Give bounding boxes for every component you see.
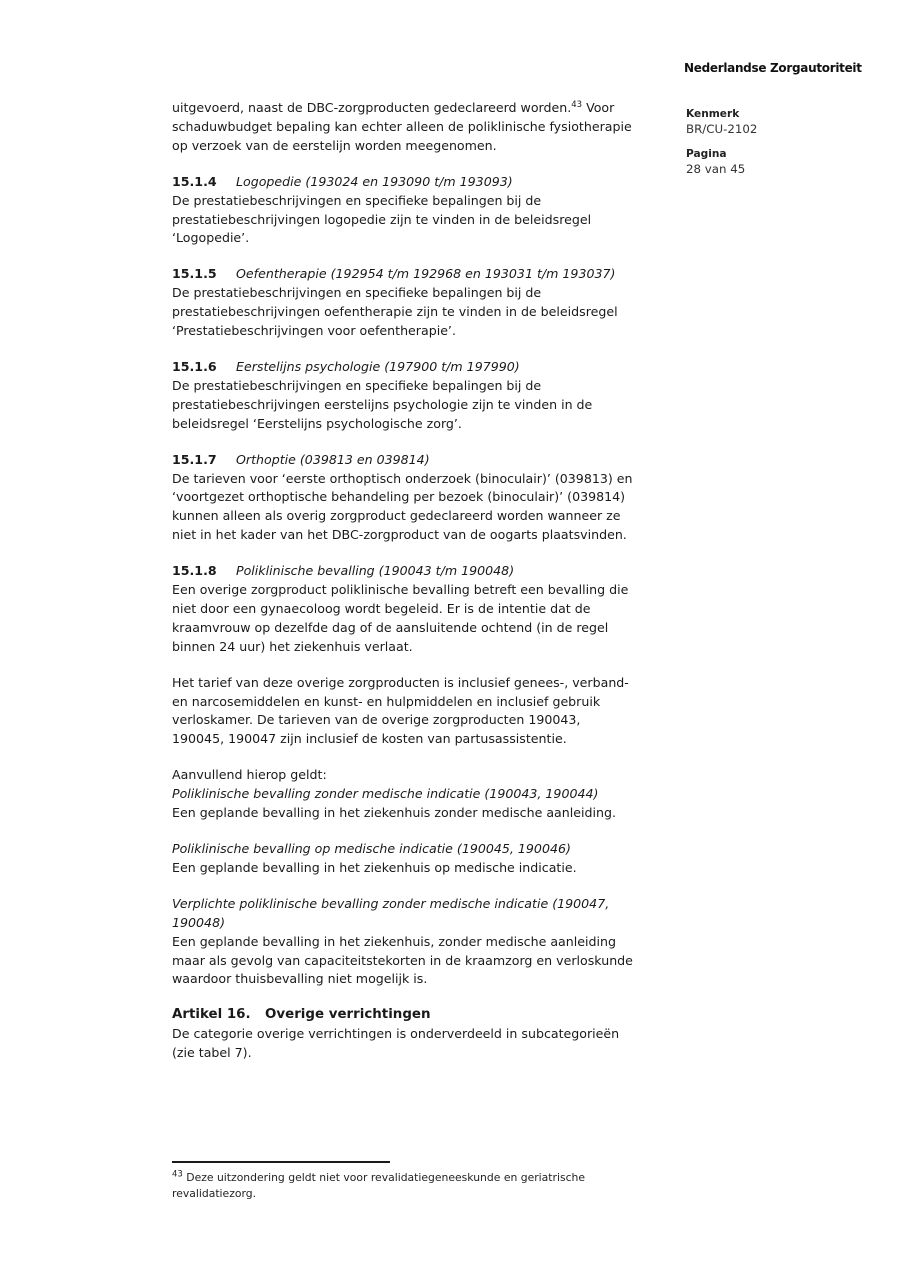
paragraph bbox=[172, 1025, 702, 1063]
text-line: verloskamer. De tarieven van de overige zorgproducten 190043, bbox=[172, 712, 581, 728]
section-heading bbox=[172, 562, 702, 581]
section-heading bbox=[172, 358, 702, 377]
text-line: ‘Prestatiebeschrijvingen voor oefentherapie’. bbox=[172, 323, 456, 339]
footnote-line: revalidatiezorg. bbox=[172, 1186, 257, 1200]
text-line: 190045, 190047 zijn inclusief de kosten van partusassistentie. bbox=[172, 731, 567, 747]
text-line: kunnen alleen als overig zorgproduct gedeclareerd worden wanneer ze bbox=[172, 508, 621, 524]
section-number: 15.1.8 bbox=[172, 563, 217, 579]
pagina-value: 28 van 45 bbox=[686, 162, 746, 176]
section-heading bbox=[172, 451, 702, 470]
section-title: Logopedie (193024 en 193090 t/m 193093) bbox=[236, 173, 513, 189]
text-line: De prestatiebeschrijvingen en specifieke bepalingen bij de bbox=[172, 192, 542, 208]
text-line: en narcosemiddelen en kunst- en hulpmiddelen en inclusief gebruik bbox=[172, 693, 601, 709]
footnote bbox=[172, 1170, 585, 1201]
footnote-ref: 43 bbox=[571, 99, 583, 110]
pagina-label: Pagina bbox=[686, 148, 727, 160]
footnote-line: Deze uitzondering geldt niet voor revalidatiegeneeskunde en geriatrische bbox=[182, 1171, 586, 1184]
text-line: niet door een gynaecoloog wordt begeleid. Er is de intentie dat de bbox=[172, 600, 591, 616]
section-heading bbox=[172, 173, 702, 192]
section-heading bbox=[172, 265, 702, 284]
text-line: ‘Logopedie’. bbox=[172, 230, 250, 246]
text-line: maar als gevolg van capaciteitstekorten in de kraamzorg en verloskunde bbox=[172, 952, 633, 968]
section-number: 15.1.4 bbox=[172, 173, 217, 189]
text-line: De categorie overige verrichtingen is onderverdeeld in subcategorieën bbox=[172, 1026, 620, 1042]
paragraph bbox=[172, 895, 702, 990]
text-line: Een geplande bevalling in het ziekenhuis, zonder medische aanleiding bbox=[172, 933, 616, 949]
text-line: prestatiebeschrijvingen oefentherapie zijn te vinden in de beleidsregel bbox=[172, 304, 618, 320]
kenmerk-label: Kenmerk bbox=[686, 108, 740, 120]
section-number: 15.1.7 bbox=[172, 451, 217, 467]
paragraph bbox=[172, 377, 702, 434]
text-line: Aanvullend hierop geldt: bbox=[172, 767, 327, 783]
text-line: (zie tabel 7). bbox=[172, 1045, 252, 1061]
section-number: 15.1.5 bbox=[172, 266, 217, 282]
paragraph bbox=[172, 581, 702, 657]
text-line: schaduwbudget bepaling kan echter alleen de poliklinische fysiotherapie bbox=[172, 118, 632, 134]
text-line: De prestatiebeschrijvingen en specifieke bepalingen bij de bbox=[172, 377, 542, 393]
text-line: beleidsregel ‘Eerstelijns psychologische zorg’. bbox=[172, 415, 462, 431]
paragraph bbox=[172, 674, 702, 750]
text-line: prestatiebeschrijvingen logopedie zijn te vinden in de beleidsregel bbox=[172, 211, 592, 227]
text-line: Het tarief van deze overige zorgproducten is inclusief genees-, verband- bbox=[172, 674, 629, 690]
footnote-divider bbox=[172, 1161, 390, 1163]
section-number: 15.1.6 bbox=[172, 358, 217, 374]
italic-line: 190048) bbox=[172, 914, 225, 930]
text-line: Een overige zorgproduct poliklinische bevalling betreft een bevalling die bbox=[172, 582, 629, 598]
text-line: niet in het kader van het DBC-zorgproduct van de oogarts plaatsvinden. bbox=[172, 527, 627, 543]
article-title: Overige verrichtingen bbox=[265, 1007, 431, 1023]
text-line: Een geplande bevalling in het ziekenhuis zonder medische aanleiding. bbox=[172, 805, 616, 821]
text-line: Een geplande bevalling in het ziekenhuis op medische indicatie. bbox=[172, 859, 577, 875]
paragraph bbox=[172, 284, 702, 341]
text-line: kraamvrouw op dezelfde dag of de aansluitende ochtend (in de regel bbox=[172, 619, 609, 635]
section-title: Poliklinische bevalling (190043 t/m 190048) bbox=[236, 563, 515, 579]
paragraph bbox=[172, 192, 702, 249]
text-line: De tarieven voor ‘eerste orthoptisch onderzoek (binoculair)’ (039813) en bbox=[172, 470, 633, 486]
text-line: ‘voortgezet orthoptische behandeling per bezoek (binoculair)’ (039814) bbox=[172, 489, 626, 505]
text-line: uitgevoerd, naast de DBC-zorgproducten gedeclareerd worden.$^{43}$ Voor bbox=[172, 99, 615, 115]
footnote-marker: 43 bbox=[172, 1169, 183, 1180]
section-title: Oefentherapie (192954 t/m 192968 en 193031 t/m 193037) bbox=[236, 266, 616, 282]
paragraph bbox=[172, 840, 702, 878]
text-line: op verzoek van de eerstelijn worden meegenomen. bbox=[172, 137, 497, 153]
section-title: Eerstelijns psychologie (197900 t/m 197990) bbox=[236, 358, 520, 374]
section-title: Orthoptie (039813 en 039814) bbox=[236, 451, 430, 467]
article-heading bbox=[172, 1006, 702, 1025]
paragraph bbox=[172, 99, 702, 156]
paragraph bbox=[172, 470, 702, 546]
text-line: binnen 24 uur) het ziekenhuis verlaat. bbox=[172, 638, 413, 654]
italic-line: Poliklinische bevalling zonder medische indicatie (190043, 190044) bbox=[172, 786, 599, 802]
text-line: prestatiebeschrijvingen eerstelijns psychologie zijn te vinden in de bbox=[172, 396, 593, 412]
italic-line: Poliklinische bevalling op medische indicatie (190045, 190046) bbox=[172, 841, 571, 856]
text-line: De prestatiebeschrijvingen en specifieke bepalingen bij de bbox=[172, 285, 542, 301]
document-body bbox=[172, 99, 702, 1063]
org-name: Nederlandse Zorgautoriteit bbox=[684, 61, 862, 75]
text-line: waardoor thuisbevalling niet mogelijk is. bbox=[172, 971, 428, 987]
paragraph bbox=[172, 766, 702, 823]
article-number: Artikel 16. bbox=[172, 1007, 251, 1023]
italic-line: Verplichte poliklinische bevalling zonder medische indicatie (190047, bbox=[172, 895, 610, 911]
kenmerk-value: BR/CU-2102 bbox=[686, 122, 758, 136]
